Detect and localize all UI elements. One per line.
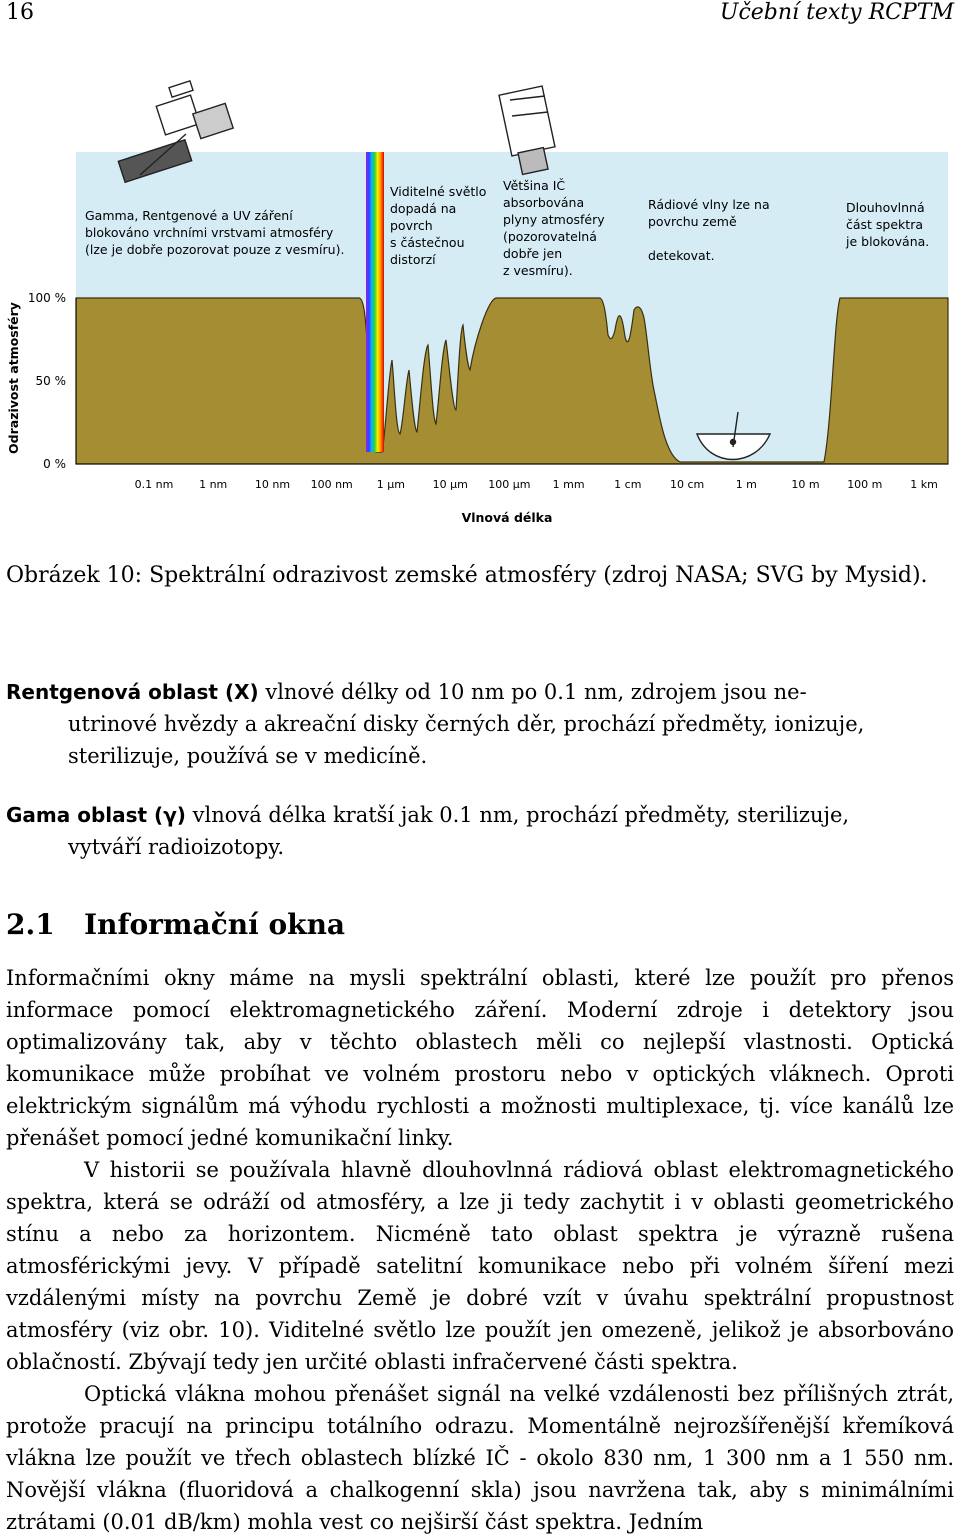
page-number: 16 (6, 0, 34, 25)
paragraph: V historii se používala hlavně dlouhovlnná rádiová oblast elektromagnetického spektra, která se odráží od atmosféry, a lze ji tedy zachytit i v oblasti geometrického stínu a nebo za horizontem. Nicméně tato oblast spektra je výrazně rušena atmosférickými jevy. V případě satelitní komunikace nebo při volném šíření mezi vzdálenými místy na povrchu Země je dobré vzít v úvahu spektrální propustnost atmosféry (viz obr. 10). Viditelné světlo lze použít jen omezeně, jelikož je absorbováno oblačností. Zbývají tedy jen určité oblasti infračervené části spektra. (6, 1158, 954, 1374)
x-tick-label: 0.1 nm (134, 478, 174, 491)
running-title: Učební texty RCPTM (719, 0, 954, 25)
body-text (6, 962, 954, 1538)
y-tick-label: 100 % (27, 291, 66, 305)
x-tick-label: 1 km (910, 478, 938, 491)
x-tick-label: 10 nm (254, 478, 291, 491)
definition-item-xray (6, 676, 954, 772)
paragraph: Optická vlákna mohou přenášet signál na velké vzdálenosti bez přílišných ztrát, protože pracují na principu totálního odrazu. Momentálně nejrozšířenější křemíková vlákna lze použít ve třech oblastech blízké IČ - okolo 830 nm, 1 300 nm a 1 550 nm. Novější vlákna (fluoridová a chalkogenní skla) jsou navržena tak, aby s minimálními ztrátami (0.01 dB/km) mohla vest co nejširší část spektra. Jedním (6, 1382, 954, 1534)
x-axis-label: Vlnová délka (461, 510, 553, 525)
section-number: 2.1 (6, 908, 55, 941)
x-tick-label: 1 μm (376, 478, 406, 491)
x-tick-label: 10 μm (432, 478, 468, 491)
figure-annotation: Rádiové vlny lze na povrchu země detekovat. (648, 197, 770, 263)
definition-continuation: sterilizuje, používá se v medicíně. (68, 744, 428, 768)
paragraph: Informačními okny máme na mysli spektrální oblasti, které lze použít pro přenos informace pomocí elektromagnetického záření. Moderní zdroje i detektory jsou optimalizovány tak, aby v těchto oblastech měli co nejlepší vlastnosti. Optická komunikace může probíhat ve volném prostoru nebo v optických vláknech. Oproti elektrickým signálům má výhodu rychlosti a možnosti multiplexace, tj. více kanálů lze přenášet pomocí jedné komunikační linky. (6, 966, 954, 1150)
x-tick-label: 1 m (735, 478, 757, 491)
y-tick-label: 50 % (35, 374, 66, 388)
atmospheric-opacity-figure (0, 60, 960, 540)
definition-term: Rentgenová oblast (X) (6, 680, 259, 704)
section-title: Informační okna (84, 908, 346, 941)
visible-spectrum-band (366, 152, 384, 452)
x-tick-label: 100 μm (488, 478, 531, 491)
x-tick-label: 10 cm (669, 478, 705, 491)
x-tick-label: 1 nm (199, 478, 228, 491)
x-tick-label: 1 mm (552, 478, 585, 491)
y-tick-label: 0 % (43, 457, 66, 471)
x-tick-label: 100 nm (310, 478, 353, 491)
definition-continuation: utrinové hvězdy a akreační disky černých děr, prochází předměty, ionizuje, (68, 712, 865, 736)
definition-first-line: vlnová délka kratší jak 0.1 nm, prochází předměty, sterilizuje, (185, 803, 850, 827)
definition-first-line: vlnové délky od 10 nm po 0.1 nm, zdrojem jsou ne- (258, 680, 807, 704)
section-heading (6, 905, 345, 945)
figure-caption: Obrázek 10: Spektrální odrazivost zemské atmosféry (zdroj NASA; SVG by Mysid). (6, 563, 928, 588)
x-tick-label: 100 m (847, 478, 883, 491)
figure-annotation: Dlouhovlnná část spektra je blokována. (846, 200, 930, 249)
figure-annotation: Viditelné světlo dopadá na povrch s částečnou distorzí (390, 184, 487, 267)
definition-term: Gama oblast (γ) (6, 803, 186, 827)
definition-continuation: vytváří radioizotopy. (68, 835, 285, 859)
figure-annotation: Většina IČ absorbována plyny atmosféry (pozorovatelná dobře jen z vesmíru). (503, 178, 605, 278)
x-tick-label: 1 cm (614, 478, 642, 491)
definition-item-gamma (6, 799, 954, 863)
figure-annotation: Gamma, Rentgenové a UV záření blokováno vrchními vrstvami atmosféry (lze je dobře pozorovat pouze z vesmíru). (85, 208, 345, 257)
y-axis-label: Odrazivost atmosféry (6, 302, 21, 454)
x-tick-label: 10 m (791, 478, 820, 491)
